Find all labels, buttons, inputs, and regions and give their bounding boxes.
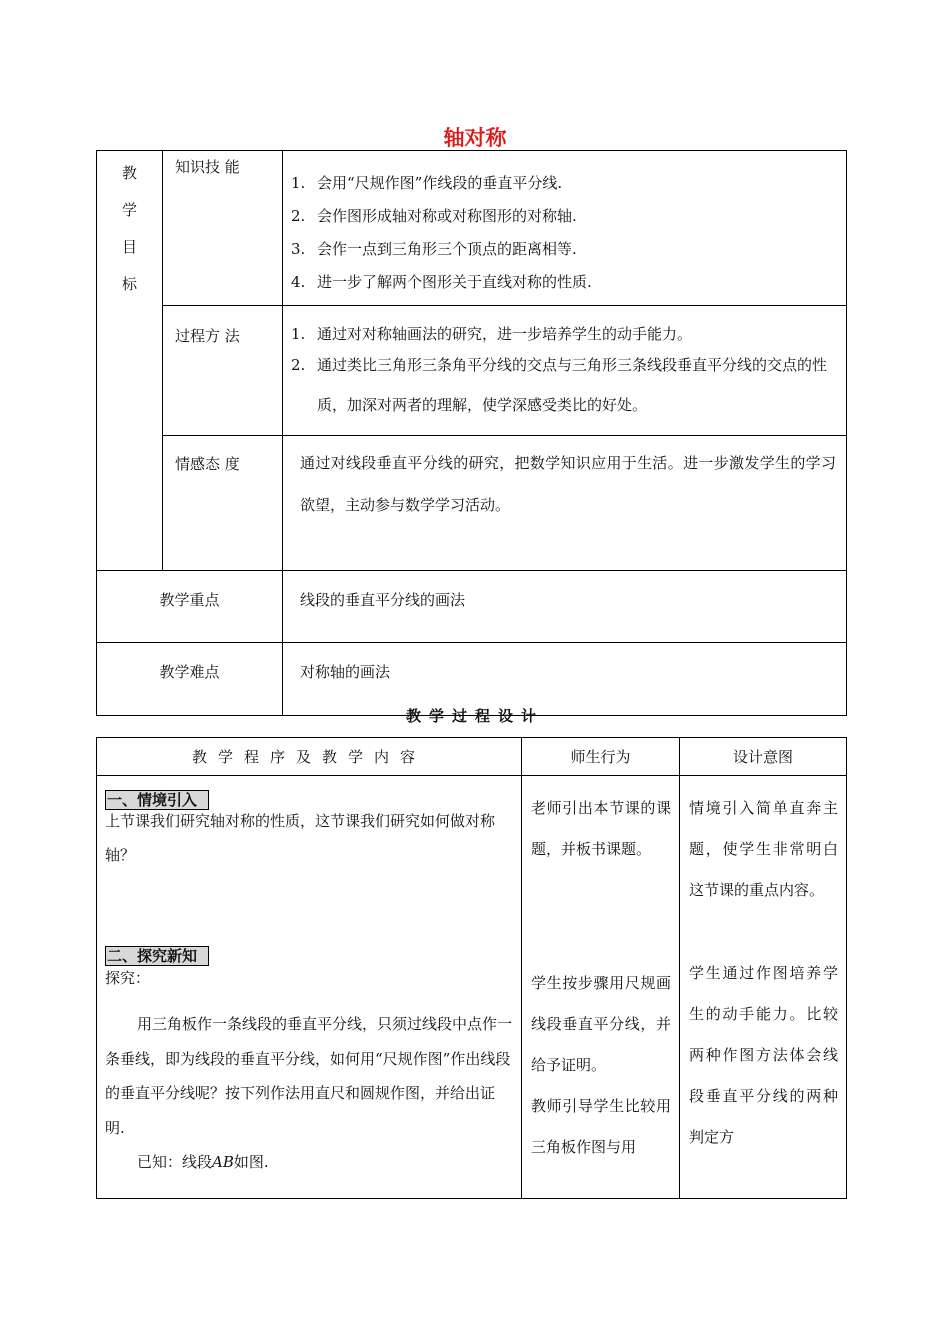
explore-label: 探究：: [105, 969, 151, 987]
column-header: 师生行为: [522, 738, 680, 776]
teacher-student-cell: [522, 776, 680, 1199]
category-char: 标: [121, 275, 137, 293]
category-char: 教: [121, 164, 137, 182]
intent-cell: [680, 776, 847, 1199]
list-item: 1. 通过对对称轴画法的研究，进一步培养学生的动手能力。: [291, 325, 693, 343]
category-char: 目: [121, 238, 137, 256]
difficulty-text: 对称轴的画法: [283, 643, 847, 716]
segment-var: AB: [212, 1153, 234, 1171]
process-design-heading: 教学过程设计: [405, 707, 544, 725]
page-title: 轴对称: [443, 126, 507, 150]
teaching-goals-table: [96, 150, 847, 716]
process-content: [283, 306, 847, 436]
section-heading: 二、探究新知: [105, 946, 209, 966]
attitude-content: 通过对线段垂直平分线的研究，把数学知识应用于生活。进一步激发学生的学习欲望，主动参与数学学习活动。: [283, 436, 847, 571]
intent-text: 学生通过作图培养学生的动手能力。比较两种作图方法体会线段垂直平分线的两种判定方: [689, 964, 838, 1146]
knowledge-label: 知识技 能: [163, 151, 283, 306]
key-point-label: 教学重点: [97, 571, 283, 643]
known-line: 已知：线段AB如图.: [137, 1153, 269, 1171]
list-item: 1. 会用“尺规作图”作线段的垂直平分线.: [291, 174, 563, 192]
list-item: 3. 会作一点到三角形三个顶点的距离相等.: [291, 240, 577, 258]
difficulty-label: 教学难点: [97, 643, 283, 716]
process-label: 过程方 法: [163, 306, 283, 436]
teacher-text: 教师引导学生比较用三角板作图与用: [531, 1097, 671, 1156]
knowledge-content: [283, 151, 847, 306]
section-text: 上节课我们研究轴对称的性质，这节课我们研究如何做对称轴？: [105, 812, 496, 864]
teacher-text: 老师引出本节课的课题，并板书课题。: [531, 799, 671, 858]
list-item: 4. 进一步了解两个图形关于直线对称的性质.: [291, 273, 592, 291]
list-item: 2. 会作图形成轴对称或对称图形的对称轴.: [291, 207, 577, 225]
objectives-category: [97, 151, 163, 571]
section-heading: 一、情境引入: [105, 790, 209, 810]
process-list: [283, 323, 846, 425]
key-point-text: 线段的垂直平分线的画法: [283, 571, 847, 643]
category-char: 学: [121, 201, 137, 219]
teacher-text: 学生按步骤用尺规画线段垂直平分线，并给予证明。: [531, 974, 671, 1074]
column-header: 教学程序及教学内容: [97, 738, 522, 776]
process-design-table: [96, 737, 847, 1199]
column-header: 设计意图: [680, 738, 847, 776]
section-paragraph: 用三角板作一条线段的垂直平分线，只须过线段中点作一条垂线，即为线段的垂直平分线，如何用“尺规作图”作出线段的垂直平分线呢？按下列作法用直尺和圆规作图，并给出证明.: [105, 1015, 513, 1137]
attitude-label: 情感态 度: [163, 436, 283, 571]
content-cell: [97, 776, 522, 1199]
knowledge-list: [283, 173, 846, 293]
intent-text: 情境引入简单直奔主题，使学生非常明白这节课的重点内容。: [689, 799, 838, 899]
list-item: 2. 通过类比三角形三条角平分线的交点与三角形三条线段垂直平分线的交点的性质，加深对两者的理解，使学深感受类比的好处。: [291, 356, 828, 414]
